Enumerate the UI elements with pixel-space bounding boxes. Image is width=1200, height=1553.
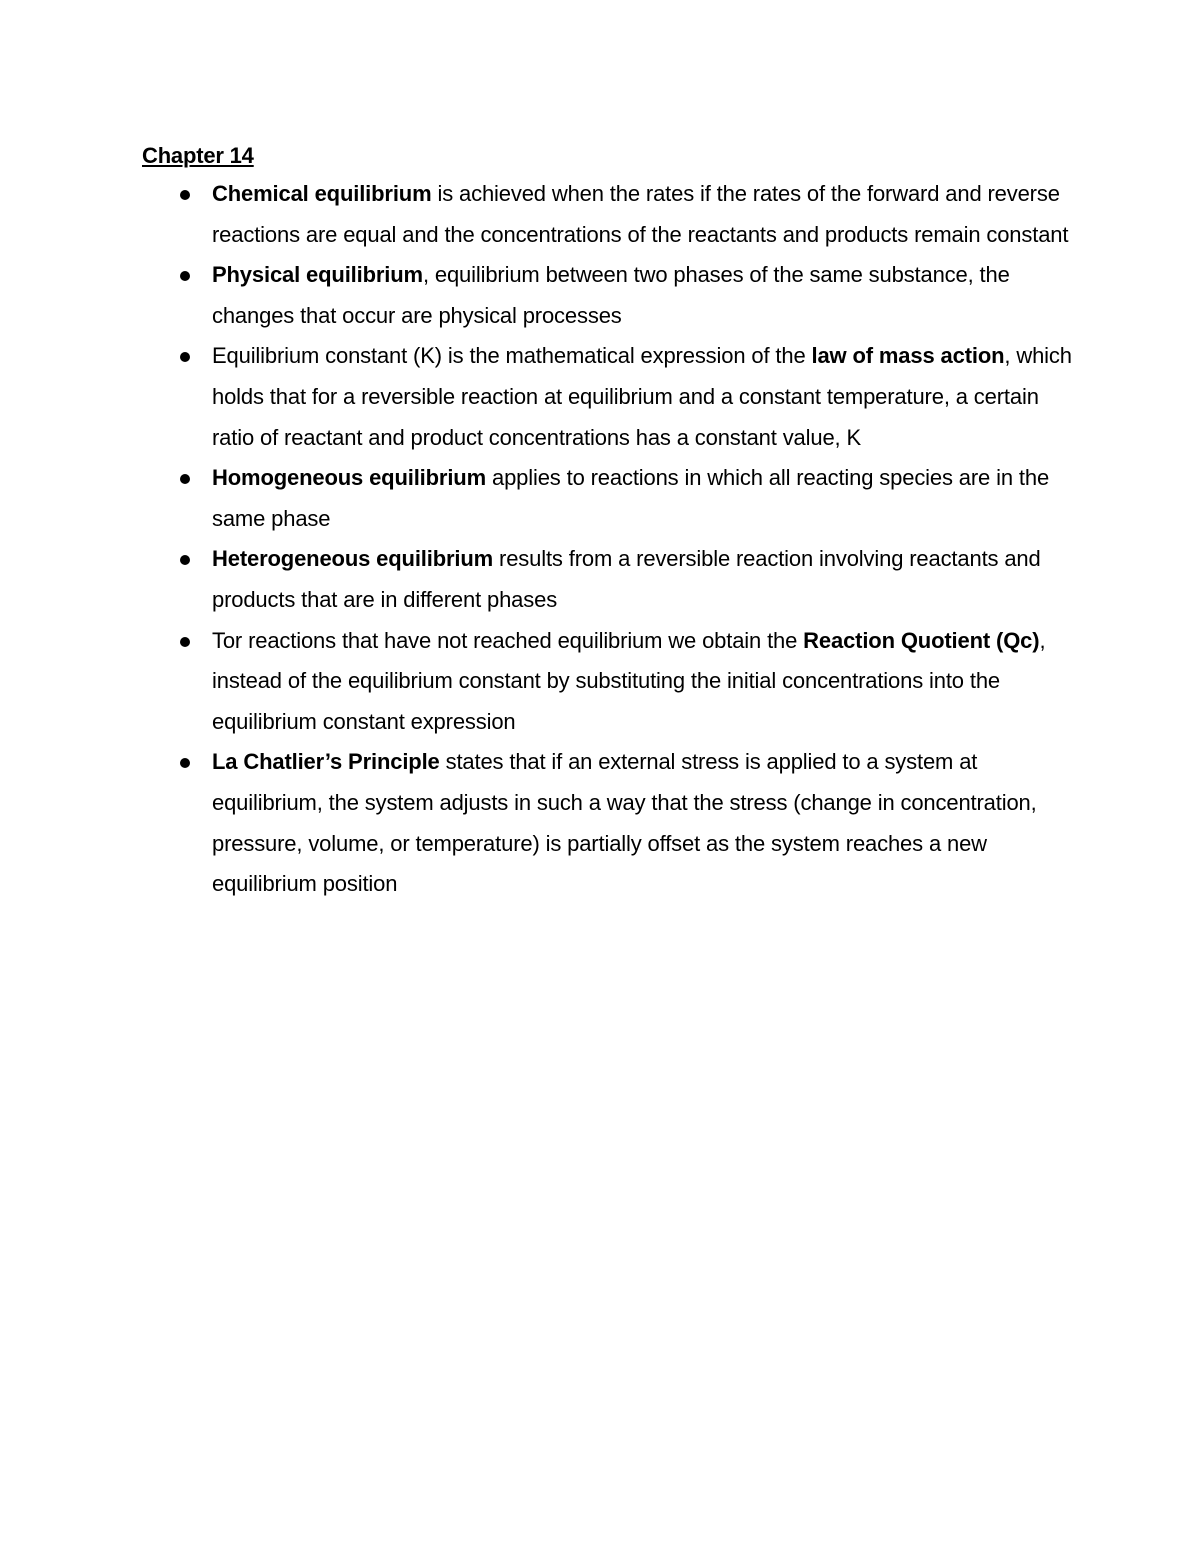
bullet-icon: [180, 758, 190, 768]
body-text: is achieved when the rates if the rates of the forward and reverse reactions are equal and the concentrations of the reactants and products remain constant: [212, 181, 1069, 247]
bullet-icon: [180, 271, 190, 281]
chapter-title: Chapter 14: [142, 143, 254, 168]
body-text: , equilibrium between two phases of the same substance, the changes that occur are physical processes: [212, 262, 1010, 328]
body-text: Tor reactions that have not reached equilibrium we obtain the: [212, 627, 804, 653]
notes-list: [142, 174, 1072, 905]
list-item: [142, 458, 1072, 539]
body-text: results from a reversible reaction involving reactants and products that are in different phases: [212, 546, 1041, 612]
body-text: , instead of the equilibrium constant by substituting the initial concentrations into the equilibrium constant expression: [212, 627, 1046, 734]
list-item: [142, 336, 1072, 458]
bold-term: Reaction Quotient (Qc): [803, 627, 1040, 653]
list-item: [142, 621, 1072, 743]
body-text: Equilibrium constant (K) is the mathematical expression of the: [212, 343, 812, 369]
body-text: applies to reactions in which all reacting species are in the same phase: [212, 465, 1050, 531]
body-text: states that if an external stress is applied to a system at equilibrium, the system adjusts in such a way that the stress (change in concentration, pressure, volume, or temperature) is partially offset as the system reaches a new equilibrium position: [212, 749, 1037, 897]
bold-term: Chemical equilibrium: [212, 181, 432, 206]
bullet-icon: [180, 474, 190, 484]
list-item: [142, 255, 1072, 336]
bullet-icon: [180, 352, 190, 362]
bullet-icon: [180, 190, 190, 200]
bullet-icon: [180, 555, 190, 565]
bold-term: law of mass action: [811, 343, 1005, 369]
bold-term: Physical equilibrium: [212, 262, 423, 288]
list-item: [142, 539, 1072, 620]
list-item: [142, 174, 1072, 255]
bold-term: Homogeneous equilibrium: [212, 465, 487, 491]
bold-term: Heterogeneous equilibrium: [212, 546, 494, 572]
list-item: [142, 742, 1072, 904]
body-text: , which holds that for a reversible reaction at equilibrium and a constant temperature, a certain ratio of reactant and product concentrations has a constant value, K: [212, 343, 1072, 450]
bold-term: La Chatlier’s Principle: [212, 749, 440, 775]
document-page: [142, 138, 1072, 905]
bullet-icon: [180, 637, 190, 647]
